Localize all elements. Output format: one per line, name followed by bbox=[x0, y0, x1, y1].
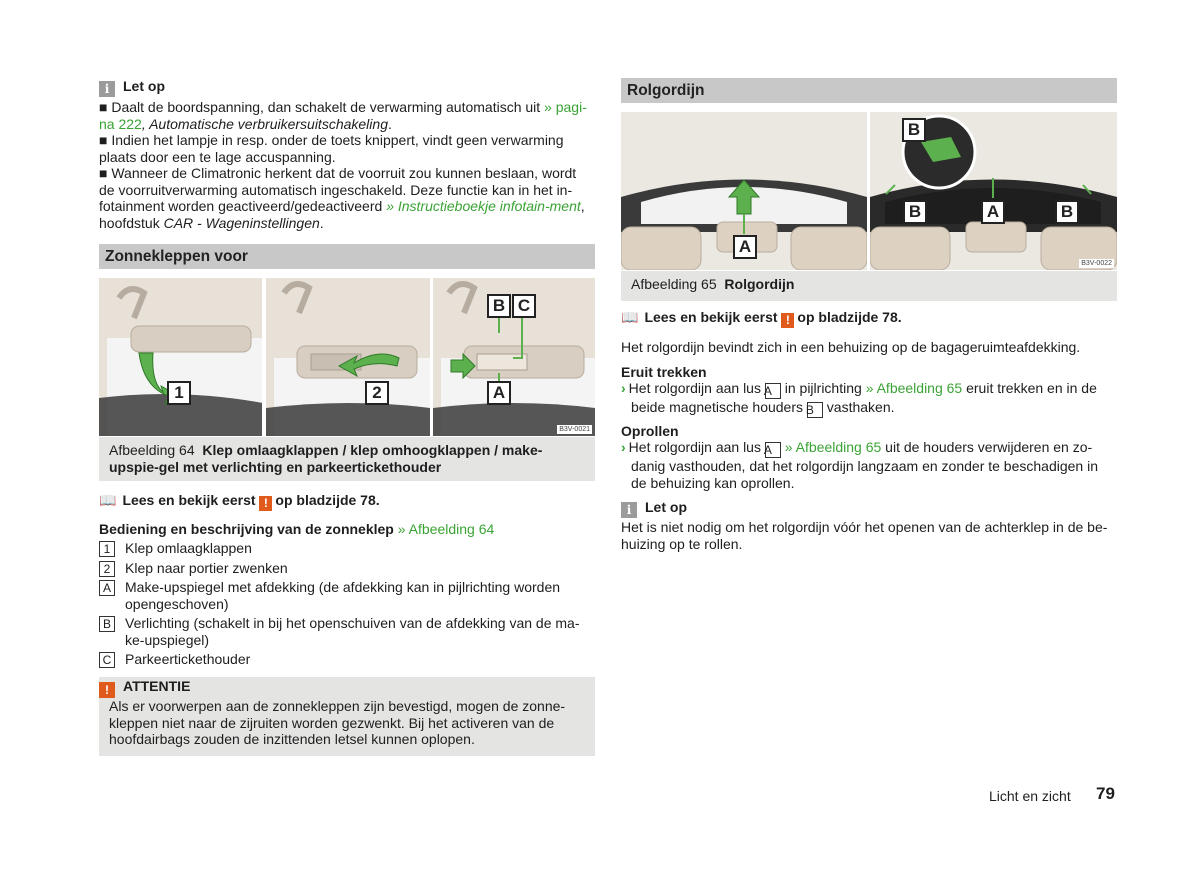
figure-code: B3V-0022 bbox=[1081, 260, 1112, 267]
section-title-sun-visors: Zonnekleppen voor bbox=[99, 244, 595, 269]
footer-section: Licht en zicht bbox=[989, 788, 1071, 804]
description-heading: Bediening en beschrijving van de zonneklep » Afbeelding 64 bbox=[99, 521, 495, 537]
warning-ref-icon: ! bbox=[259, 496, 272, 511]
figure-label-a: A bbox=[487, 381, 511, 405]
warning-ref-icon: ! bbox=[781, 313, 794, 328]
note-bullet-2: ■ Indien het lampje in resp. onder de toets knippert, vindt geen verwarming plaats door een te lage accuspanning. bbox=[99, 132, 564, 165]
note-title: i Let op bbox=[99, 78, 595, 97]
info-icon: i bbox=[99, 81, 115, 97]
figure-code: B3V-0021 bbox=[559, 426, 590, 433]
manual-link[interactable]: » Instructieboekje infotain-ment bbox=[386, 198, 581, 214]
figure-link[interactable]: » Afbeelding 65 bbox=[865, 380, 963, 396]
page-number: 79 bbox=[1096, 784, 1115, 803]
info-icon: i bbox=[621, 502, 637, 518]
list-item: A Make-upspiegel met afdekking (de afdekking kan in pijlrichting worden opengeschoven) bbox=[99, 579, 589, 612]
figure-label-b: B bbox=[1055, 200, 1079, 224]
intro-text: Het rolgordijn bevindt zich in een behuizing op de bagageruimteafdekking. bbox=[621, 339, 1081, 355]
read-first-line: 📖 Lees en bekijk eerst ! op bladzijde 78. bbox=[621, 309, 902, 327]
step-arrow-icon: › bbox=[621, 439, 626, 455]
figure-label-b: B bbox=[903, 200, 927, 224]
note-bullet-1: ■ Daalt de boordspanning, dan schakelt de verwarming automatisch uit » pagi-na 222, Automatische verbruikersuitschakeling. bbox=[99, 99, 587, 132]
list-item: 1 Klep omlaagklappen bbox=[99, 540, 589, 557]
warning-text: Als er voorwerpen aan de zonnekleppen zijn bevestigd, mogen de zonne-kleppen niet naar de zijruiten worden gezwenkt. Bij het activeren van de hoofdairbags zouden de inzittenden letsel kunnen oplopen. bbox=[99, 695, 595, 756]
note-bullet-3: ■ Wanneer de Climatronic herkent dat de voorruit zou kunnen beslaan, wordt de voorruitverwarming automatisch ingeschakeld. Deze functie kan in het in-fotainment worden geactiveerd/gedeactiveerd » Instructieboekje infotain-ment, hoofdstuk CAR - Wageninstellingen. bbox=[99, 165, 585, 231]
figure-link[interactable]: » Afbeelding 64 bbox=[397, 521, 495, 537]
note-text: Het is niet nodig om het rolgordijn vóór het openen van de achterklep in de be-huizing op te rollen. bbox=[621, 519, 1108, 552]
page-link[interactable]: » pagi-na 222 bbox=[99, 99, 587, 132]
note-box bbox=[99, 78, 595, 231]
list-item: B Verlichting (schakelt in bij het openschuiven van de afdekking van de ma-ke-upspiegel) bbox=[99, 615, 589, 648]
step-arrow-icon: › bbox=[621, 380, 626, 396]
note-title: i Let op bbox=[621, 499, 687, 518]
figure-label-b: B bbox=[902, 118, 926, 142]
list-item: C Parkeertickethouder bbox=[99, 651, 589, 668]
figure-label-2: 2 bbox=[365, 381, 389, 405]
roller-blind-illustration bbox=[621, 112, 1117, 270]
figure-65-image bbox=[621, 112, 1117, 270]
figure-label-a: A bbox=[981, 200, 1005, 224]
book-icon: 📖 bbox=[99, 492, 117, 508]
figure-label-b: B bbox=[487, 294, 511, 318]
book-icon: 📖 bbox=[621, 309, 639, 325]
warning-title: ! ATTENTIE bbox=[99, 677, 595, 695]
figure-64-image bbox=[99, 278, 595, 436]
roll-title: Oprollen bbox=[621, 423, 679, 439]
figure-label-1: 1 bbox=[167, 381, 191, 405]
pull-title: Eruit trekken bbox=[621, 364, 707, 380]
roll-step: › Het rolgordijn aan lus A » Afbeelding 65 uit de houders verwijderen en zo-danig vasthouden, dat het rolgordijn langzaam en zonder te beschadigen in de behuizing kan oprollen. bbox=[621, 439, 1098, 491]
figure-64-caption: Afbeelding 64 Klep omlaagklappen / klep omhoogklappen / make-upspie-gel met verlichting en parkeertickethouder bbox=[99, 437, 595, 481]
figure-link[interactable]: » Afbeelding 65 bbox=[784, 439, 882, 455]
pull-step: › Het rolgordijn aan lus A in pijlrichting » Afbeelding 65 eruit trekken en in de beide magnetische houders B vasthaken. bbox=[621, 380, 1097, 417]
figure-label-a: A bbox=[733, 235, 757, 259]
section-title-roller-blind: Rolgordijn bbox=[621, 78, 1117, 103]
figure-65-caption: Afbeelding 65 Rolgordijn bbox=[621, 271, 1117, 301]
list-item: 2 Klep naar portier zwenken bbox=[99, 560, 589, 577]
warning-box bbox=[99, 677, 595, 756]
figure-label-c: C bbox=[512, 294, 536, 318]
warning-icon: ! bbox=[99, 682, 115, 698]
parts-list bbox=[99, 540, 589, 671]
read-first-line: 📖 Lees en bekijk eerst ! op bladzijde 78. bbox=[99, 492, 380, 510]
